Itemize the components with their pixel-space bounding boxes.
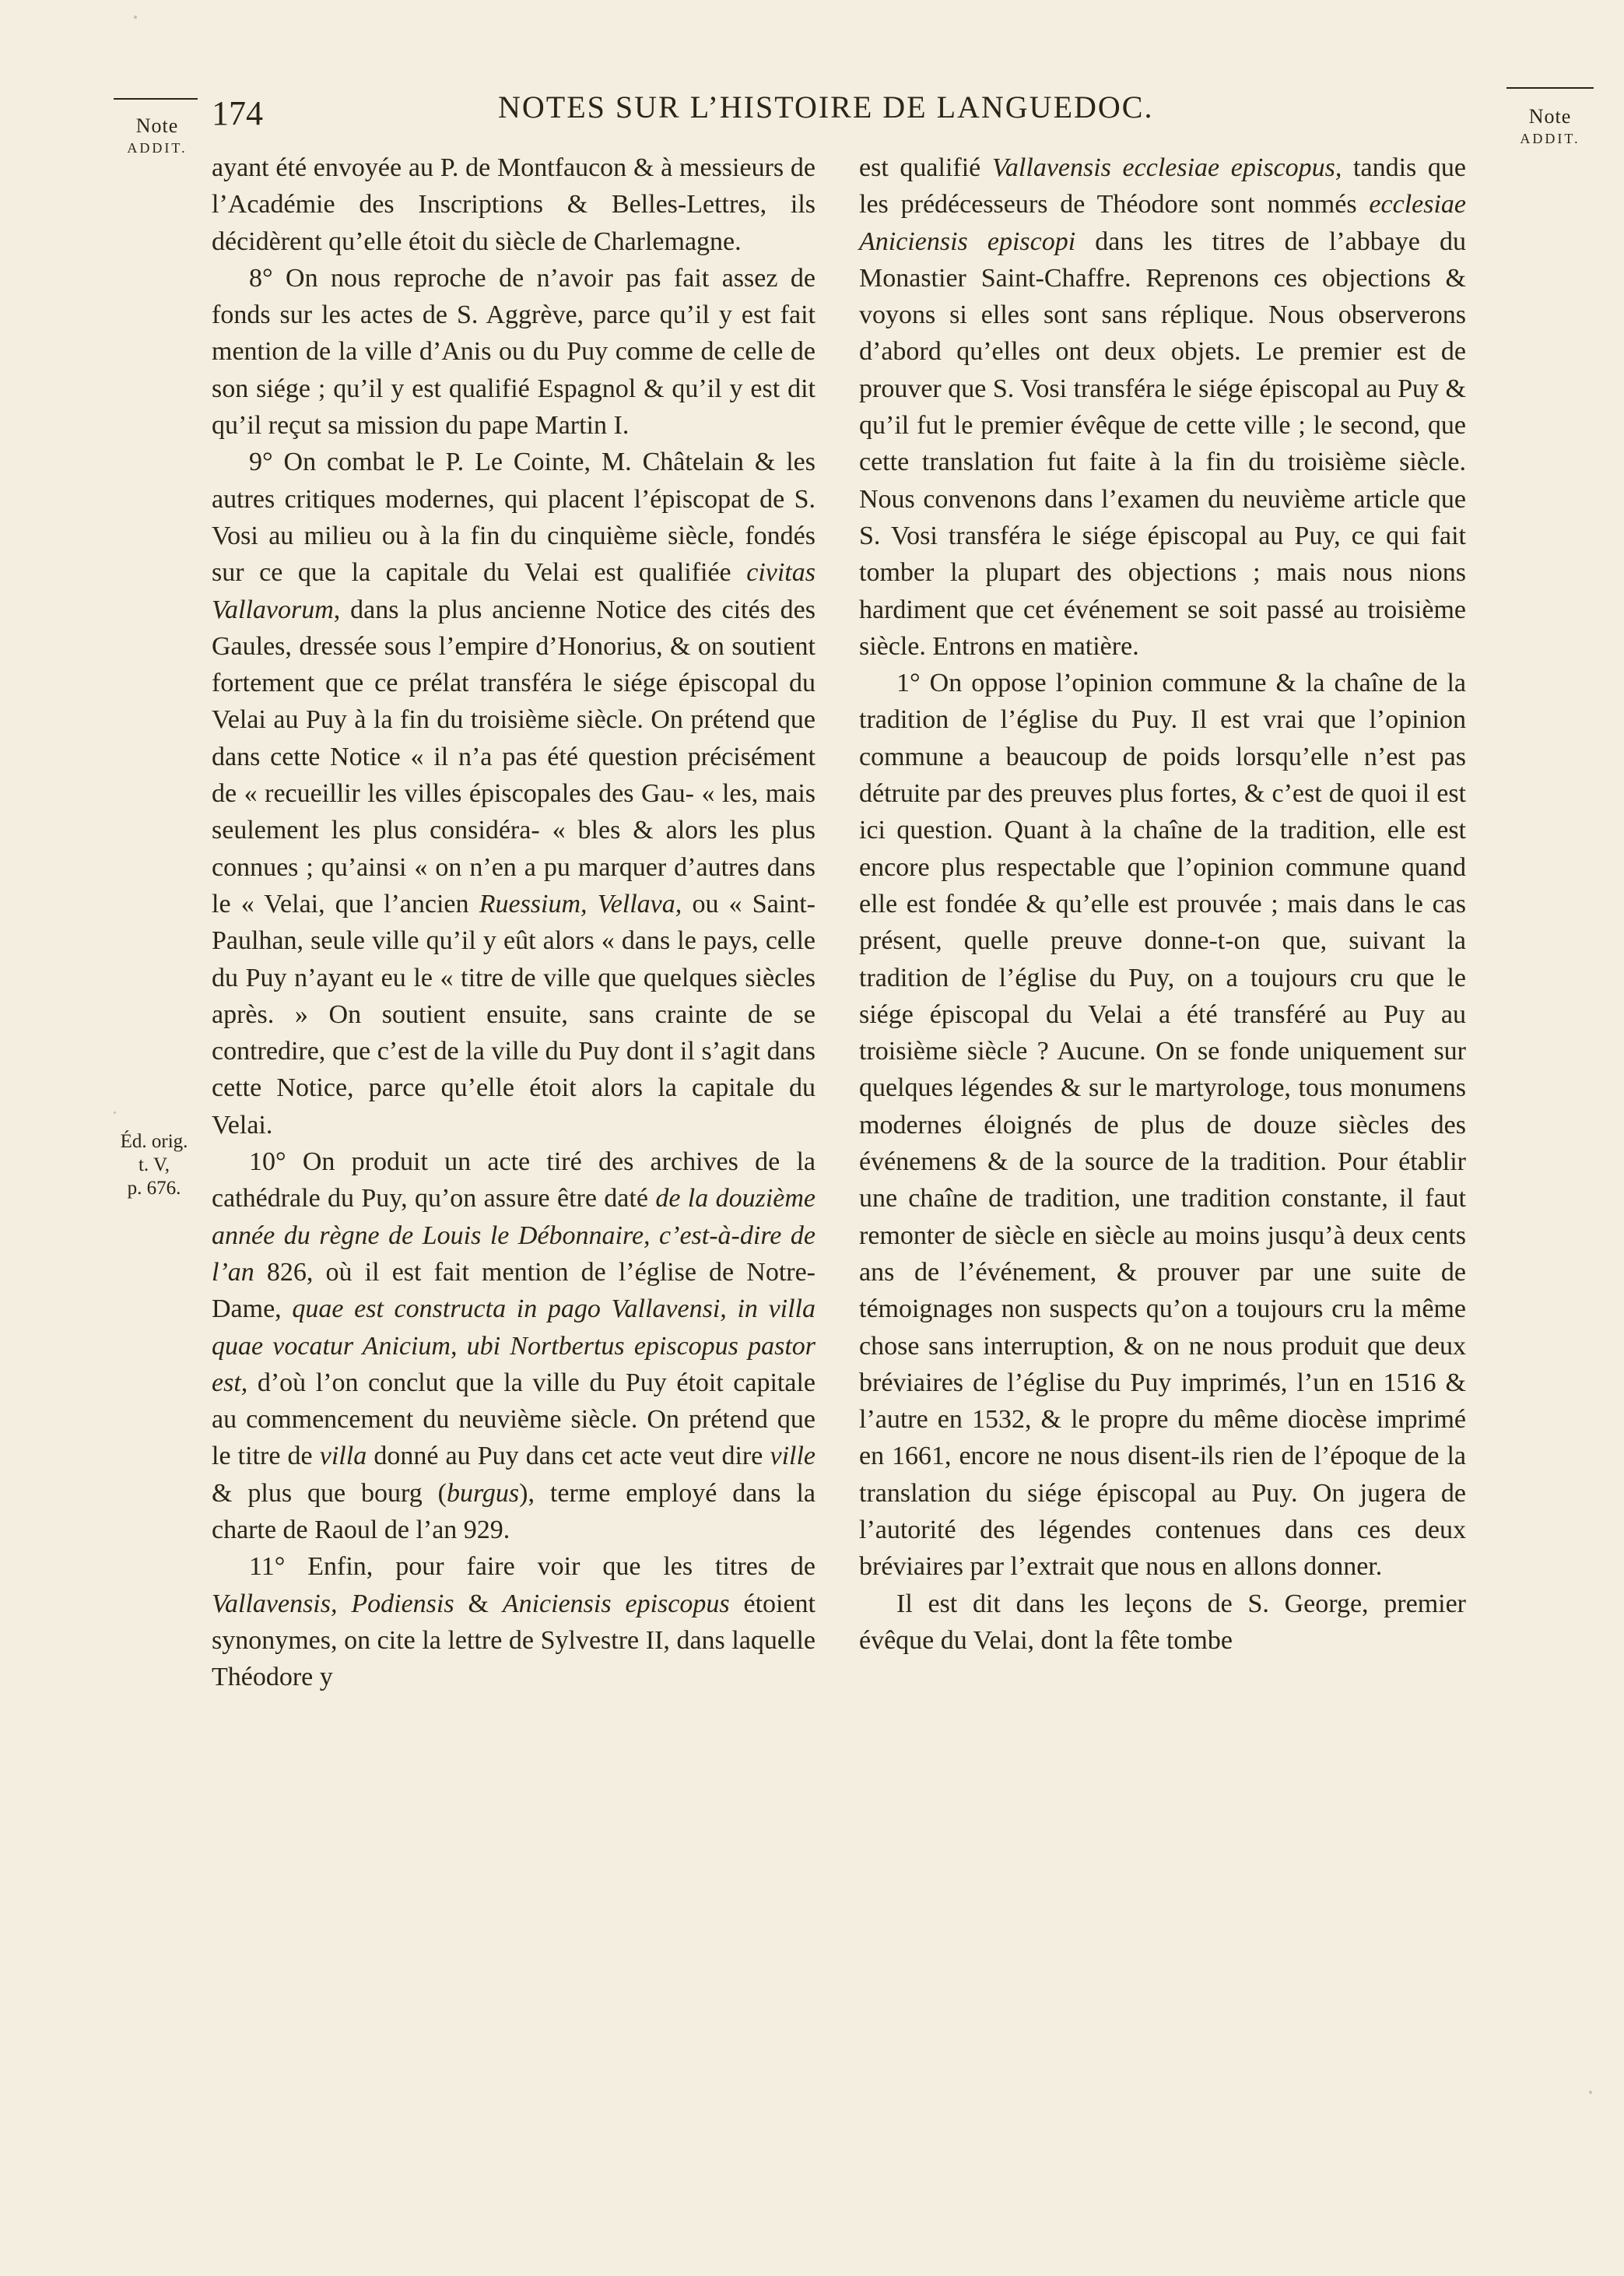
left-paragraph-2: 8° On nous reproche de n’avoir pas fait assez de fonds sur les actes de S. Aggrève, parce qu’il y est fait mention de la ville d’Anis ou du Puy comme de celle de son siége ; qu’il y est qualifié Espagnol & qu’il y est dit qu’il reçut sa mission du pape Martin I. [212,263,816,441]
italic-span: de la douzième année du règne de Louis le Débonnaire, c’est-à-dire de l’an [212,1184,816,1287]
text-span: tandis que les prédécesseurs de Théodore sont nommés [859,153,1466,220]
left-paragraph-1: ayant été envoyée au P. de Montfaucon & à messieurs de l’Académie des Inscriptions & Belles-Lettres, ils décidèrent qu’elle étoit du siècle de Charlemagne. [212,153,816,256]
side-note-right-line1: Note [1528,105,1572,128]
text-span: ou « Saint-Paulhan, seule ville qu’il y eût alors « dans le pays, celle du Puy n’ayant eu le « titre de ville que quelques siècles après. » On soutient ensuite, sans crainte de se contredire, que c’est de la ville du Puy dont il s’agit dans cette Notice, parce qu’elle étoit alors la capitale du Velai. [212,889,816,1140]
margin-reference-line2: t. V, [138,1154,170,1175]
side-note-left-rule [114,98,198,100]
left-paragraph-5 [212,1548,816,1695]
text-span: & [454,1589,503,1618]
text-span: 826, où il est fait mention de l’église de Notre-Dame, [212,1257,816,1324]
right-column [859,149,1466,1659]
text-span: 10° On produit un acte tiré des archives de la cathédrale du Puy, qu’on assure être daté [212,1147,816,1214]
italic-span: ville [770,1442,816,1471]
side-note-right [1500,106,1600,149]
italic-span: Aniciensis episcopus [502,1589,730,1618]
left-paragraph-3 [212,444,816,1143]
text-span: , dans la plus ancienne Notice des cités des Gaules, dressée sous l’empire d’Honorius, & on soutient fortement que ce prélat transféra le siége épiscopal du Velai au Puy à la fin du troisième siècle. On prétend que dans cette Notice « il n’a pas été question précisément de « recueillir les villes épiscopales des Gau- « les, mais seulement les plus considéra- « bles & alors les plus connues ; qu’ainsi « on n’en a pu marquer d’autres dans le « Velai, que l’ancien [212,595,816,918]
text-span: ), terme employé dans la charte de Raoul de l’an 929. [212,1478,816,1544]
right-paragraph-3: Il est dit dans les leçons de S. George, premier évêque du Velai, dont la fête tombe [859,1589,1466,1655]
paper-speck [1589,2091,1592,2094]
side-note-left [109,115,205,159]
paper-speck [134,16,137,19]
italic-span: burgus [446,1478,520,1508]
text-span: est qualifié [859,153,992,182]
text-span: 9° On combat le P. Le Cointe, M. Châtelain & les autres critiques modernes, qui placent l’épiscopat de S. Vosi au milieu ou à la fin du cinquième siècle, fondés sur ce que la capitale du Velai est qualifiée [212,448,816,588]
side-note-left-line1: Note [135,114,179,137]
margin-reference-line3: p. 676. [127,1178,181,1199]
page-number: 174 [212,94,263,132]
side-note-left-line2: ADDIT. [127,140,188,156]
left-column [212,149,816,1695]
italic-span: ecclesiae Aniciensis episcopi [859,190,1466,256]
text-span: étoient synonymes, on cite la lettre de Sylvestre II, dans laquelle Théodore y [212,1589,816,1692]
text-span: donné au Puy dans cet acte veut dire [367,1442,770,1471]
text-span: & plus que bourg ( [212,1478,447,1508]
text-span: 11° Enfin, pour faire voir que les titres de [249,1552,816,1582]
italic-span: civitas Vallavorum [212,558,816,624]
italic-span: Ruessium, Vellava, [479,889,682,918]
right-paragraph-1 [859,149,1466,665]
running-title: NOTES SUR L’HISTOIRE DE LANGUEDOC. [498,90,1154,125]
left-paragraph-4 [212,1143,816,1548]
paper-speck [114,1112,116,1114]
text-span: dans les titres de l’abbaye du Monastier Saint-Chaffre. Reprenons ces objections & voyons si elles sont sans réplique. Nous observerons d’abord qu’elles ont deux objets. Le premier est de prouver que S. Vosi transféra le siége épiscopal au Puy & qu’il fut le premier évêque de cette ville ; le second, que cette translation fut faite à la fin du troisième siècle. Nous convenons dans l’examen du neuvième article que S. Vosi transféra le siége épiscopal au Puy, ce qui fait tomber la plupart des objections ; mais nous nions hardiment que cet événement se soit passé au troisième siècle. Entrons en matière. [859,227,1466,661]
margin-reference [107,1130,201,1200]
italic-span: Vallavensis ecclesiae episcopus, [991,153,1342,182]
text-span: d’où l’on conclut que la ville du Puy étoit capitale au commencement du neuvième siècle. On prétend que le titre de [212,1368,816,1471]
side-note-right-rule [1506,87,1594,89]
italic-span: Vallavensis, Podiensis [212,1589,454,1618]
italic-span: villa [319,1442,367,1471]
side-note-right-line2: ADDIT. [1520,131,1580,146]
right-paragraph-2: 1° On oppose l’opinion commune & la chaîne de la tradition de l’église du Puy. Il est vrai que l’opinion commune a beaucoup de poids lorsqu’elle n’est pas détruite par des preuves plus fortes, & c’est de quoi il est ici question. Quant à la chaîne de la tradition, elle est encore plus respectable que l’opinion commune quand elle est fondée & qu’elle est prouvée ; mais dans le cas présent, quelle preuve donne-t-on que, suivant la tradition de l’église du Puy, on a toujours cru que le siége épiscopal du Velai a été transféré au Puy au troisième siècle ? Aucune. On se fonde uniquement sur quelques légendes & sur le martyrologe, tous monumens modernes éloignés de plus de douze siècles des événemens & de la source de la tradition. Pour établir une chaîne de tradition, une tradition constante, il faut remonter de siècle en siècle au moins jusqu’à deux cents ans de l’événement, & prouver par une suite de témoignages non suspects qu’on a toujours cru la même chose sans interruption, & on ne nous produit que deux bréviaires de l’église du Puy imprimés, l’un en 1516 & l’autre en 1532, & le propre du même diocèse imprimé en 1661, encore ne nous disent-ils rien de l’époque de la translation du siége épiscopal au Puy. On jugera de l’autorité des légendes contenues dans ces deux bréviaires par l’extrait que nous en allons donner. [859,669,1466,1582]
italic-span: quae est constructa in pago Vallavensi, in villa quae vocatur Anicium, ubi Nortbertus episcopus pastor est, [212,1294,816,1397]
margin-reference-line1: Éd. orig. [120,1131,188,1152]
